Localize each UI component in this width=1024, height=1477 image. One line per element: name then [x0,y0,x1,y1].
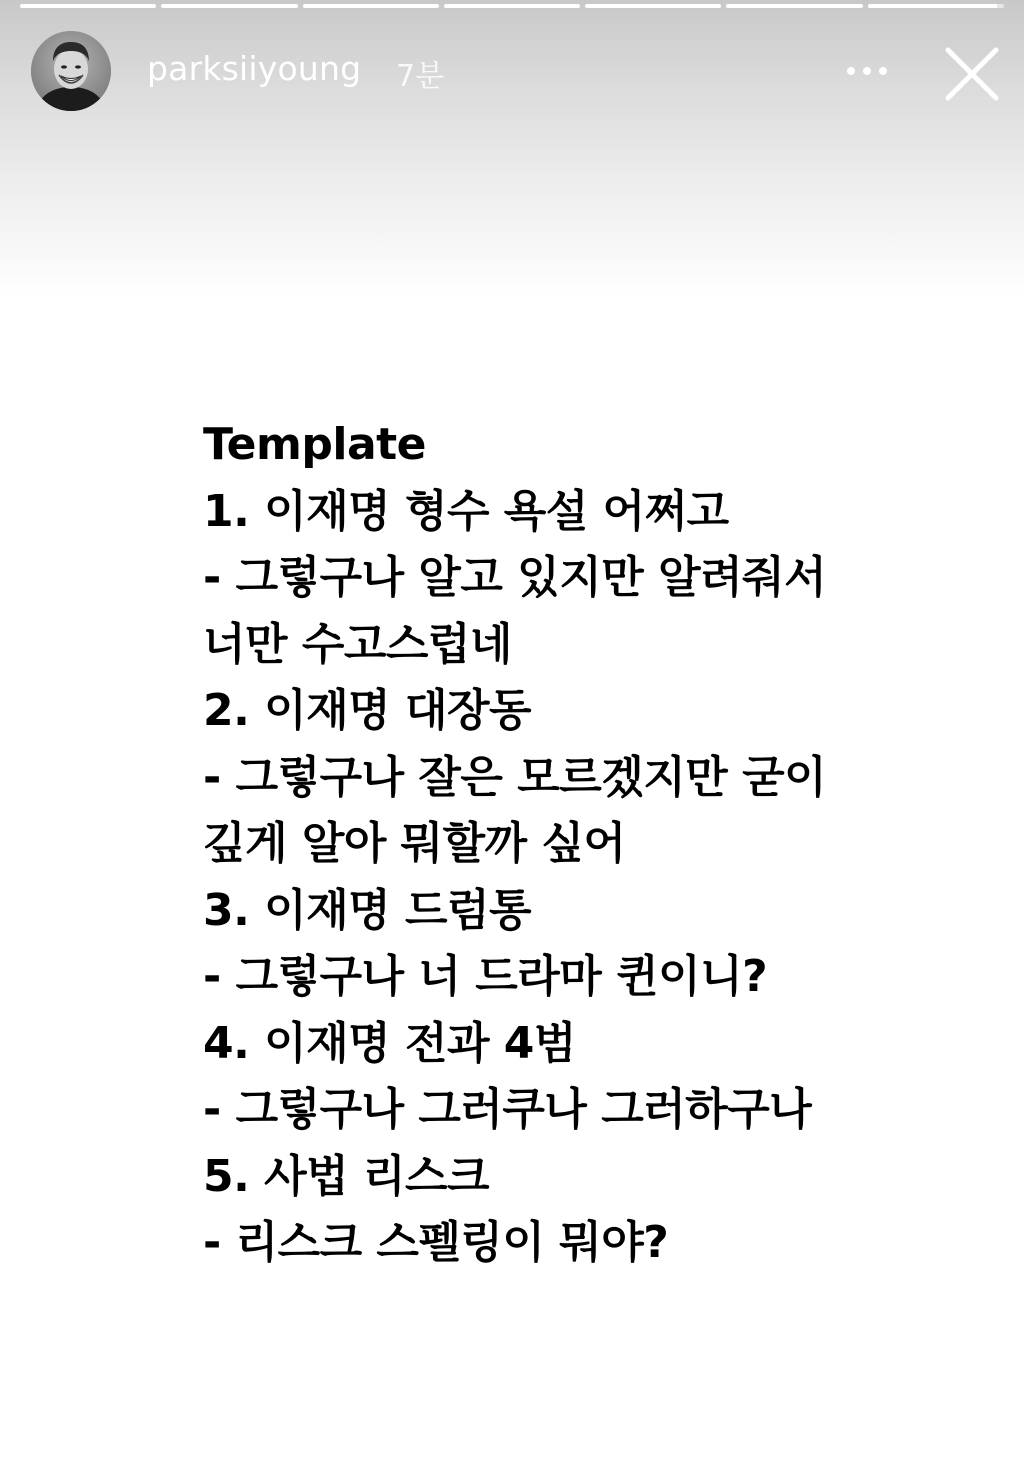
content-line: 4. 이재명 전과 4범 [203,1017,576,1069]
more-dots-icon [838,54,896,88]
content-line: - 리스크 스펠링이 뭐야? [203,1217,669,1268]
progress-segment [20,4,156,8]
content-line: 5. 사법 리스크 [203,1150,489,1202]
content-line: - 그렇구나 너 드라마 퀸이니? [203,951,768,1002]
profile-photo-icon [31,31,111,111]
content-title: Template [203,419,427,470]
progress-segment [303,4,439,8]
progress-segment [161,4,297,8]
story-text-content [203,412,883,1277]
more-options-button[interactable] [838,54,896,88]
content-line: 1. 이재명 형수 욕설 어쩌고 [203,485,729,537]
close-icon [940,42,1004,106]
content-line: - 그렇구나 알고 있지만 알려줘서 [203,552,827,603]
content-line: 3. 이재명 드럼통 [203,884,531,936]
content-line: 깊게 알아 뭐할까 싶어 [203,818,626,869]
content-line: - 그렇구나 그러쿠나 그러하구나 [203,1084,812,1135]
username[interactable]: parksiiyoung [147,49,362,88]
progress-segment [726,4,862,8]
content-line: 너만 수고스럽네 [203,618,512,670]
timestamp: 7분 [396,59,445,94]
progress-segment [444,4,580,8]
story-header [0,20,1024,120]
progress-segment [585,4,721,8]
content-line: - 그렇구나 잘은 모르겠지만 굳이 [203,751,827,803]
progress-segment-current [868,4,1004,8]
story-progress-bar [20,4,1004,9]
close-button[interactable] [940,42,1004,106]
content-line: 2. 이재명 대장동 [203,685,531,736]
avatar[interactable] [31,31,111,111]
